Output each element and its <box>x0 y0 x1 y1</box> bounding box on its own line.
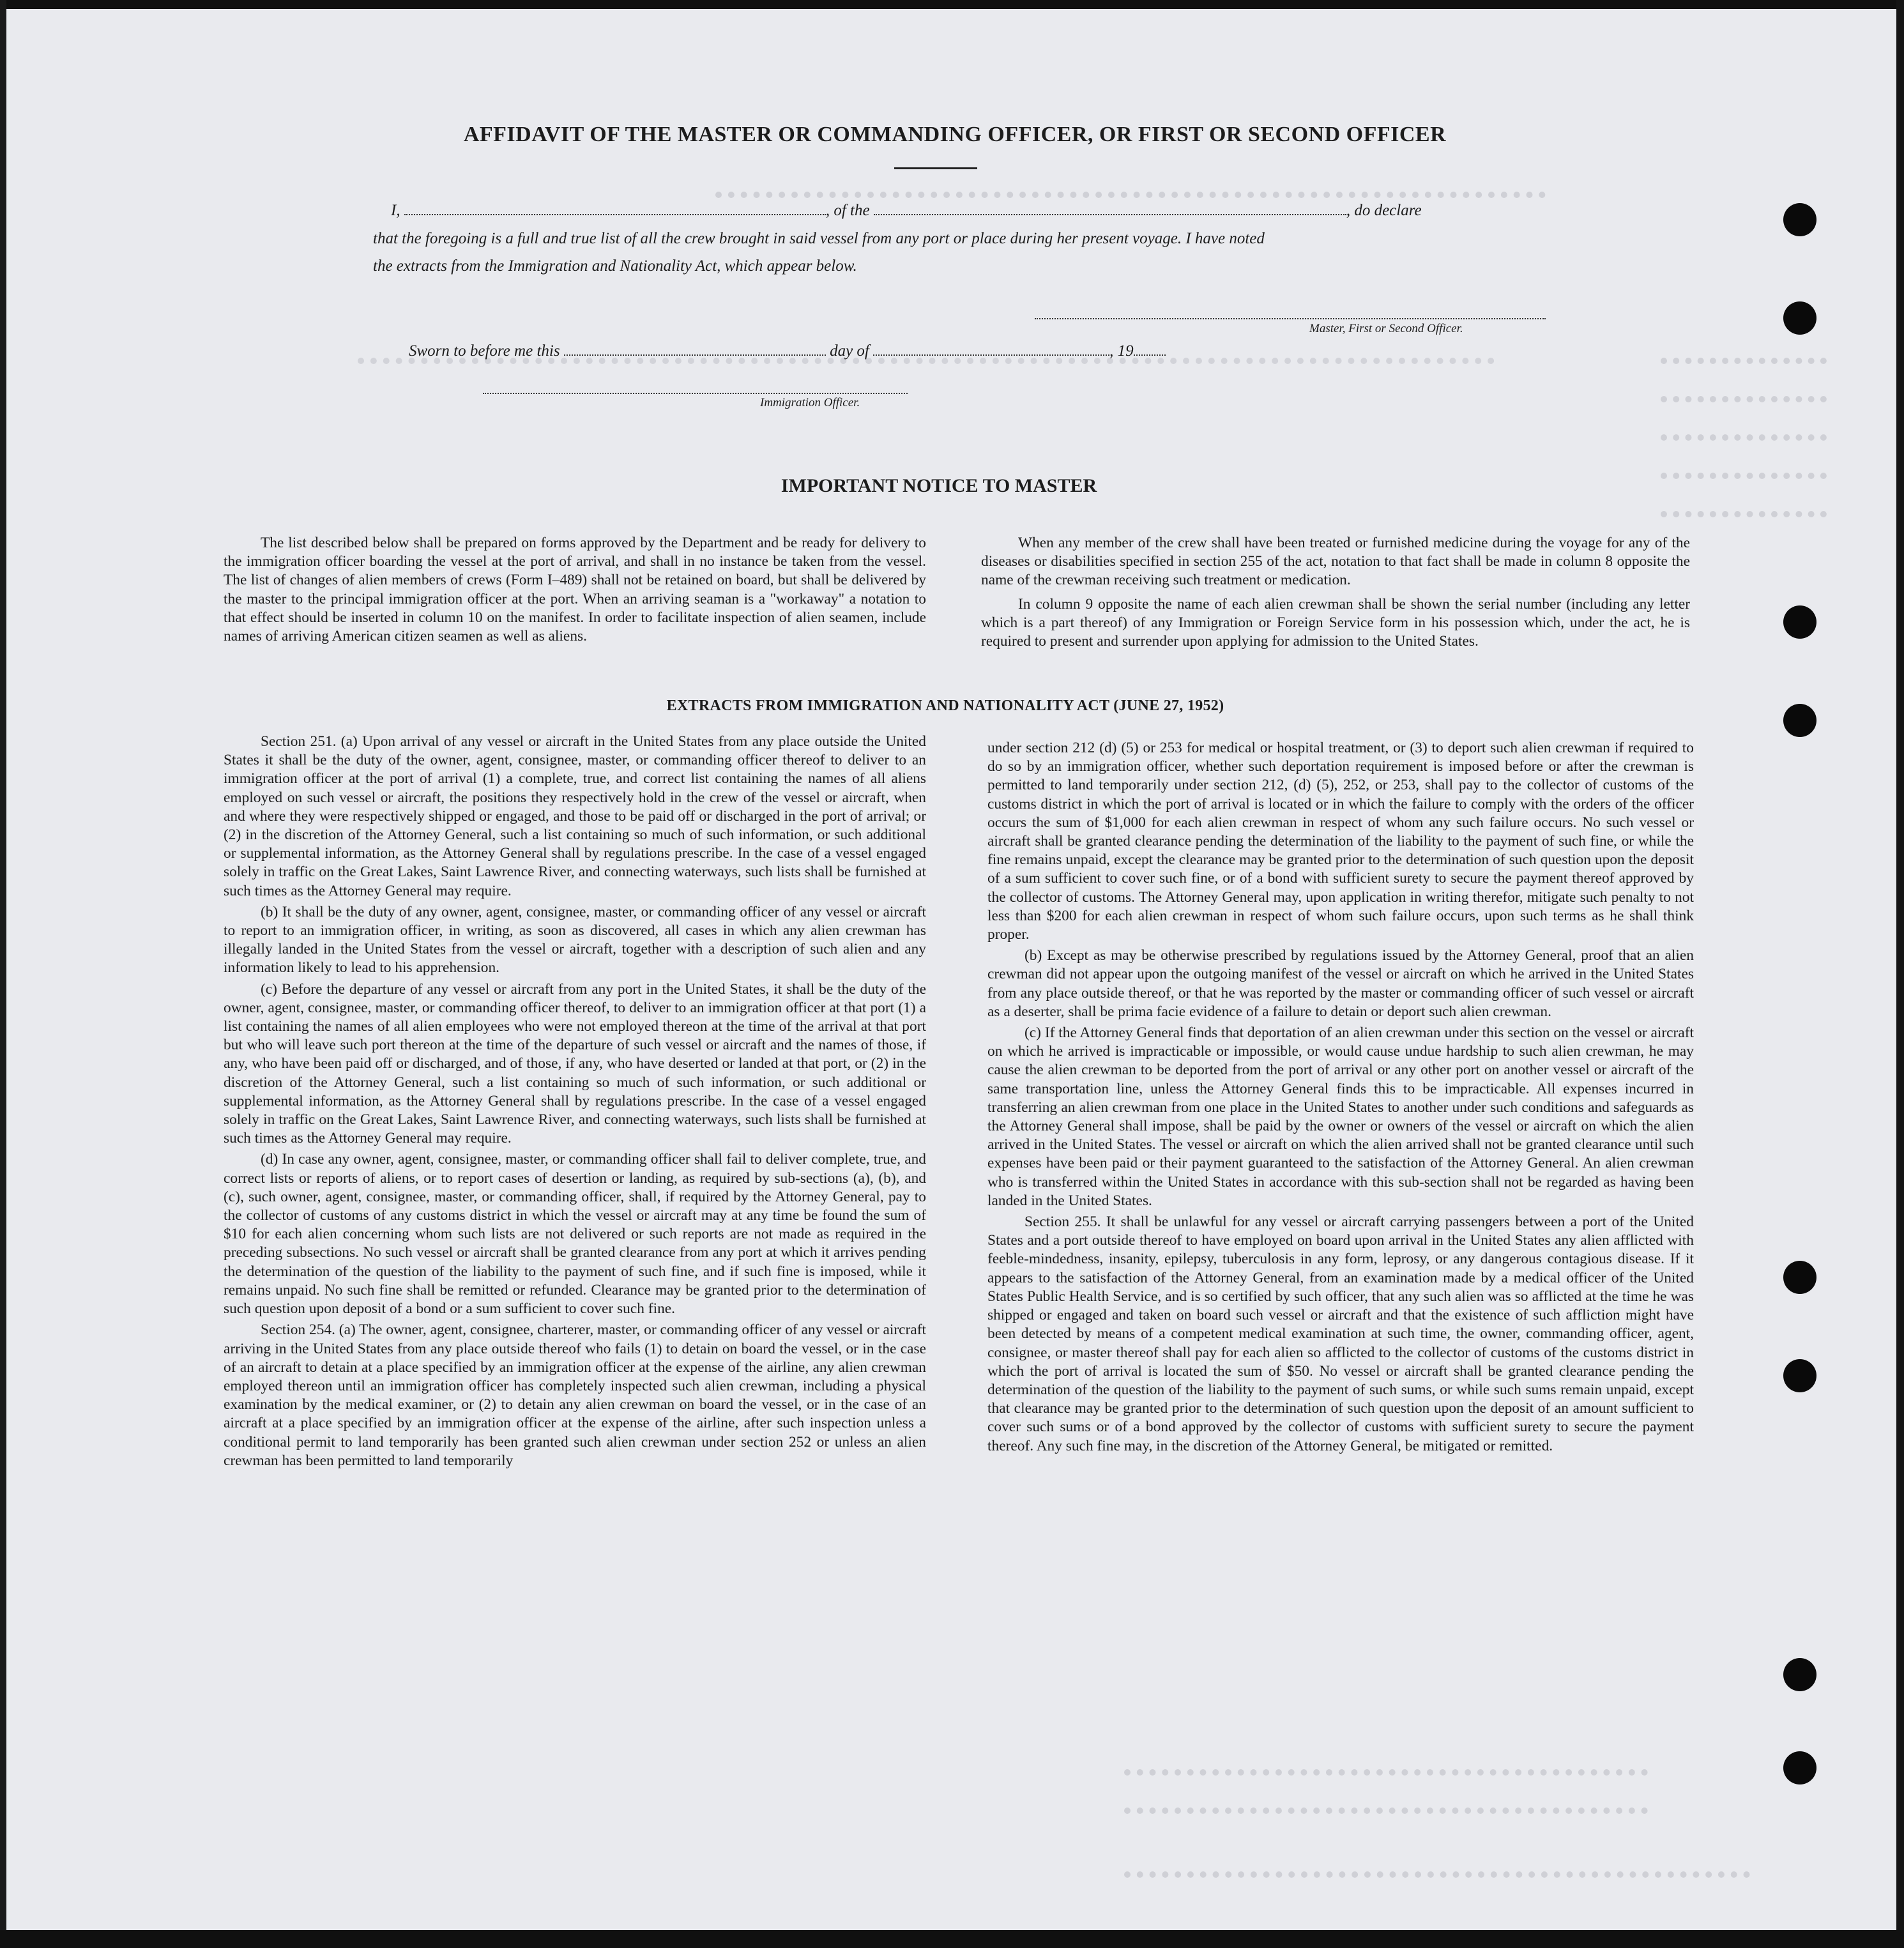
section-251d: (d) In case any owner, agent, consignee, master, or commanding officer shall fail to deliver complete, true, and correct lists or reports of aliens, or to report cases of desertion or landing, as required by sub-sections (a), (b), and (c), such owner, agent, consignee, master, or commanding officer, shall, if required by the Attorney General, pay to the collector of customs of any customs district in which the vessel or aircraft may at any time be found the sum of $10 for each alien concerning whom such lists are not delivered or such reports are not made as required in the preceding subsections. No such vessel or aircraft shall be granted clearance from any port at which it arrives pending the determination of the question of the liability to the payment of such fine, and if such fine is imposed, while it remains unpaid. No such fine shall be remitted or refunded. Clearance may be granted prior to the determination of such question upon deposit of a bond or a sum sufficient to cover such fine. <box>224 1151 926 1318</box>
master-caption: Master, First or Second Officer. <box>1309 322 1463 335</box>
sworn-year-field[interactable] <box>1134 354 1166 356</box>
punch-hole <box>1783 301 1816 335</box>
declarant-name-field[interactable] <box>404 213 826 215</box>
notice-title: IMPORTANT NOTICE TO MASTER <box>781 475 1097 496</box>
section-254b: (b) Except as may be otherwise prescribed by regulations issued by the Attorney General, proof that an alien crewman did not appear upon the outgoing manifest of the vessel or aircraft on which he arrived in the United States from any place outside thereof, or that he was reported by the master or commanding officer of such vessel or aircraft as a deserter, shall be prima facie evidence of a failure to detain or deport such alien crewman. <box>987 947 1694 1020</box>
notice-right-column <box>981 534 1690 653</box>
extracts-left-column <box>224 733 926 1473</box>
day-of-label: day of <box>830 342 869 360</box>
section-251a: Section 251. (a) Upon arrival of any vessel or aircraft in the United States from any place outside the United States it shall be the duty of the owner, agent, consignee, master, or commanding officer thereof to deliver to an immigration officer at the port of arrival (1) a complete, true, and correct list containing the names of all aliens employed on such vessel or aircraft, the positions they respectively hold in the crew of the vessel or aircraft, when and where they were respectively shipped or engaged, and those to be paid off or discharged in the port of arrival; or (2) in the discretion of the Attorney General, such a list containing so much of such information, or such additional or supplemental information, as the Attorney General shall by regulations prescribe. In the case of a vessel engaged solely in traffic on the Great Lakes, Saint Lawrence River, and connecting waterways, such lists shall be furnished at such times as the Attorney General may require. <box>224 733 926 899</box>
of-the-label: , of the <box>825 202 870 219</box>
declarant-label: I, <box>391 202 400 219</box>
affidavit-title: AFFIDAVIT OF THE MASTER OR COMMANDING OFFICER, OR FIRST OR SECOND OFFICER <box>463 123 1447 146</box>
extracts-title: EXTRACTS FROM IMMIGRATION AND NATIONALITY ACT (JUNE 27, 1952) <box>666 697 1224 714</box>
punch-hole <box>1783 1359 1816 1392</box>
section-254c: (c) If the Attorney General finds that deportation of an alien crewman under this section on the vessel or aircraft on which he arrived is impracticable or impossible, or would cause undue hardship to such alien crewman, he may cause the alien crewman to be deported from the port of arrival or any other port on another vessel or aircraft of the same transportation line, unless the Attorney General finds this to be impracticable. All expenses incurred in transferring an alien crewman from one place in the United States to another under such conditions and safeguards as the Attorney General shall impose, shall be paid by the owner or owners of the vessel or aircraft on which the alien arrived in the United States. The vessel or aircraft on which the alien arrived shall not be granted clearance until such expenses have been paid or their payment guaranteed to the satisfaction of the Attorney General. An alien crewman who is transferred within the United States in accordance with this sub-section shall not be regarded as having been landed in the United States. <box>987 1024 1694 1209</box>
immigration-signature-line[interactable] <box>483 393 908 394</box>
declaration-line-1 <box>391 202 1422 220</box>
sworn-day-field[interactable] <box>564 354 826 356</box>
scan-edge-left <box>0 0 6 1948</box>
sworn-label: Sworn to before me this <box>409 342 560 360</box>
declaration-line-2: that the foregoing is a full and true list of all the crew brought in said vessel from any port or place during her present voyage. I have noted <box>373 230 1265 247</box>
punch-hole <box>1783 1261 1816 1294</box>
do-declare-label: , do declare <box>1346 202 1422 219</box>
punch-hole <box>1783 605 1816 639</box>
section-251b: (b) It shall be the duty of any owner, agent, consignee, master, or commanding officer of any vessel or aircraft to report to an immigration officer, in writing, as soon as discovered, all cases in which any alien crewman has illegally landed in the United States from the vessel or aircraft, together with a description of such alien and any information likely to lead to his apprehension. <box>224 903 926 977</box>
section-254a-continued: under section 212 (d) (5) or 253 for medical or hospital treatment, or (3) to deport such alien crewman if required to do so by an immigration officer, whether such deportation requirement is imposed before or after the crewman is permitted to land temporarily under section 212, (d) (5), 252, or 253, shall pay to the collector of customs of the customs district in which the port of arrival is located or in which the failure to comply with the orders of the officer occurs the sum of $1,000 for each alien crewman in respect of whom any such failure occurs. No such vessel or aircraft shall be granted clearance pending the determination of the liability to the payment of such fine, or while the fine remains unpaid, except the clearance may be granted prior to the determination of such question upon the deposit of a sum sufficient to cover such fine, or of a bond with sufficient surety to secure the payment thereof approved by the collector of customs. The Attorney General may, upon application in writing therefor, mitigate such penalty to not less than $200 for each alien crewman in respect of whom such failure occurs, upon such terms as he shall think proper. <box>987 740 1694 943</box>
section-254a: Section 254. (a) The owner, agent, consignee, charterer, master, or commanding officer of any vessel or aircraft arriving in the United States from any place outside thereof who fails (1) to detain on board the vessel, or in the case of an aircraft to detain at a place specified by an immigration officer at the expense of the airline, any alien crewman employed thereon until an immigration officer has completely inspected such alien crewman, including a physical examination by the medical examiner, or (2) to detain any alien crewman on board the vessel, or in the case of an aircraft at a place specified by an immigration officer at the expense of the airline, after such inspection unless a conditional permit to land temporarily has been granted such alien crewman under section 252 or unless an alien crewman has been permitted to land temporarily <box>224 1321 926 1469</box>
punch-hole <box>1783 1751 1816 1784</box>
year-prefix-label: , 19 <box>1109 342 1134 360</box>
section-255: Section 255. It shall be unlawful for any vessel or aircraft carrying passengers between a port of the United States and a port outside thereof to have employed on board upon arrival in the United States any alien afflicted with feeble-mindedness, insanity, epilepsy, tuberculosis in any form, leprosy, or any dangerous contagious disease. If it appears to the satisfaction of the Attorney General, from an examination made by a medical officer of the United States Public Health Service, and is so certified by such officer, that any such alien was so afflicted at the time he was shipped or engaged and taken on board such vessel or aircraft and that the existence of such affliction might have been detected by means of a competent medical examination at such time, the owner, commanding officer, agent, consignee, or master thereof shall pay for each alien so afflicted to the collector of customs of the customs district in which the port of arrival is located the sum of $50. No vessel or aircraft shall be granted clearance pending the determination of the question of the liability to the payment of such sums, or while such sums remain unpaid, except that clearance may be granted prior to the determination of such question upon the deposit of an amount sufficient to cover such sums or of a bond approved by the collector of customs with sufficient surety to secure the payment thereof. Any such fine may, in the discretion of the Attorney General, be mitigated or remitted. <box>987 1214 1694 1454</box>
punch-hole <box>1783 704 1816 737</box>
notice-left-column <box>224 534 926 648</box>
notice-right-paragraph-1: When any member of the crew shall have been treated or furnished medicine during the voyage for any of the diseases or disabilities specified in section 255 of the act, notation to that fact shall be made in column 8 opposite the name of the crewman receiving such treatment or medication. <box>981 535 1690 589</box>
title-divider <box>894 167 977 169</box>
notice-left-paragraph: The list described below shall be prepared on forms approved by the Department and be ready for delivery to the immigration officer boarding the vessel at the port of arrival, and shall in no instance be taken from the vessel. The list of changes of alien members of crews (Form I–489) shall not be retained on board, but shall be delivered by the master to the principal immigration officer at the port. When an arriving seaman is a "workaway" a notation to that effect should be inserted in column 10 on the manifest. In order to facilitate inspection of alien seamen, include names of arriving American citizen seamen as well as aliens. <box>224 535 926 645</box>
punch-hole <box>1783 1658 1816 1691</box>
sworn-line <box>409 342 1166 360</box>
notice-right-paragraph-2: In column 9 opposite the name of each alien crewman shall be shown the serial number (including any letter which is a part thereof) of any Immigration or Foreign Service form in his possession which, under the act, he is required to present and surrender upon applying for admission to the United States. <box>981 595 1690 650</box>
master-signature-line[interactable] <box>1035 318 1546 319</box>
scan-edge-right <box>1896 0 1904 1948</box>
section-251c: (c) Before the departure of any vessel or aircraft from any port in the United States, it shall be the duty of the owner, agent, consignee, master, or commanding officer thereof, to deliver to an immigration officer at that port (1) a list containing the names of all alien employees who were not employed thereon at the time of the arrival at that port but who will leave such port thereon at the time of the departure of such vessel or aircraft and the names of those, if any, who have been paid off or discharged, and of those, if any, who have deserted or landed at that port, or (2) in the discretion of the Attorney General, such a list containing so much of such information, or such additional or supplemental information, as the Attorney General shall by regulations prescribe. In the case of a vessel engaged solely in traffic on the Great Lakes, Saint Lawrence River, and connecting waterways, such lists shall be furnished at such times as the Attorney General may require. <box>224 980 926 1147</box>
immigration-caption: Immigration Officer. <box>760 396 860 409</box>
declaration-line-3: the extracts from the Immigration and Nationality Act, which appear below. <box>373 257 857 275</box>
punch-hole <box>1783 203 1816 236</box>
sworn-month-field[interactable] <box>873 354 1109 356</box>
extracts-right-column <box>987 739 1694 1458</box>
vessel-name-field[interactable] <box>874 213 1346 215</box>
